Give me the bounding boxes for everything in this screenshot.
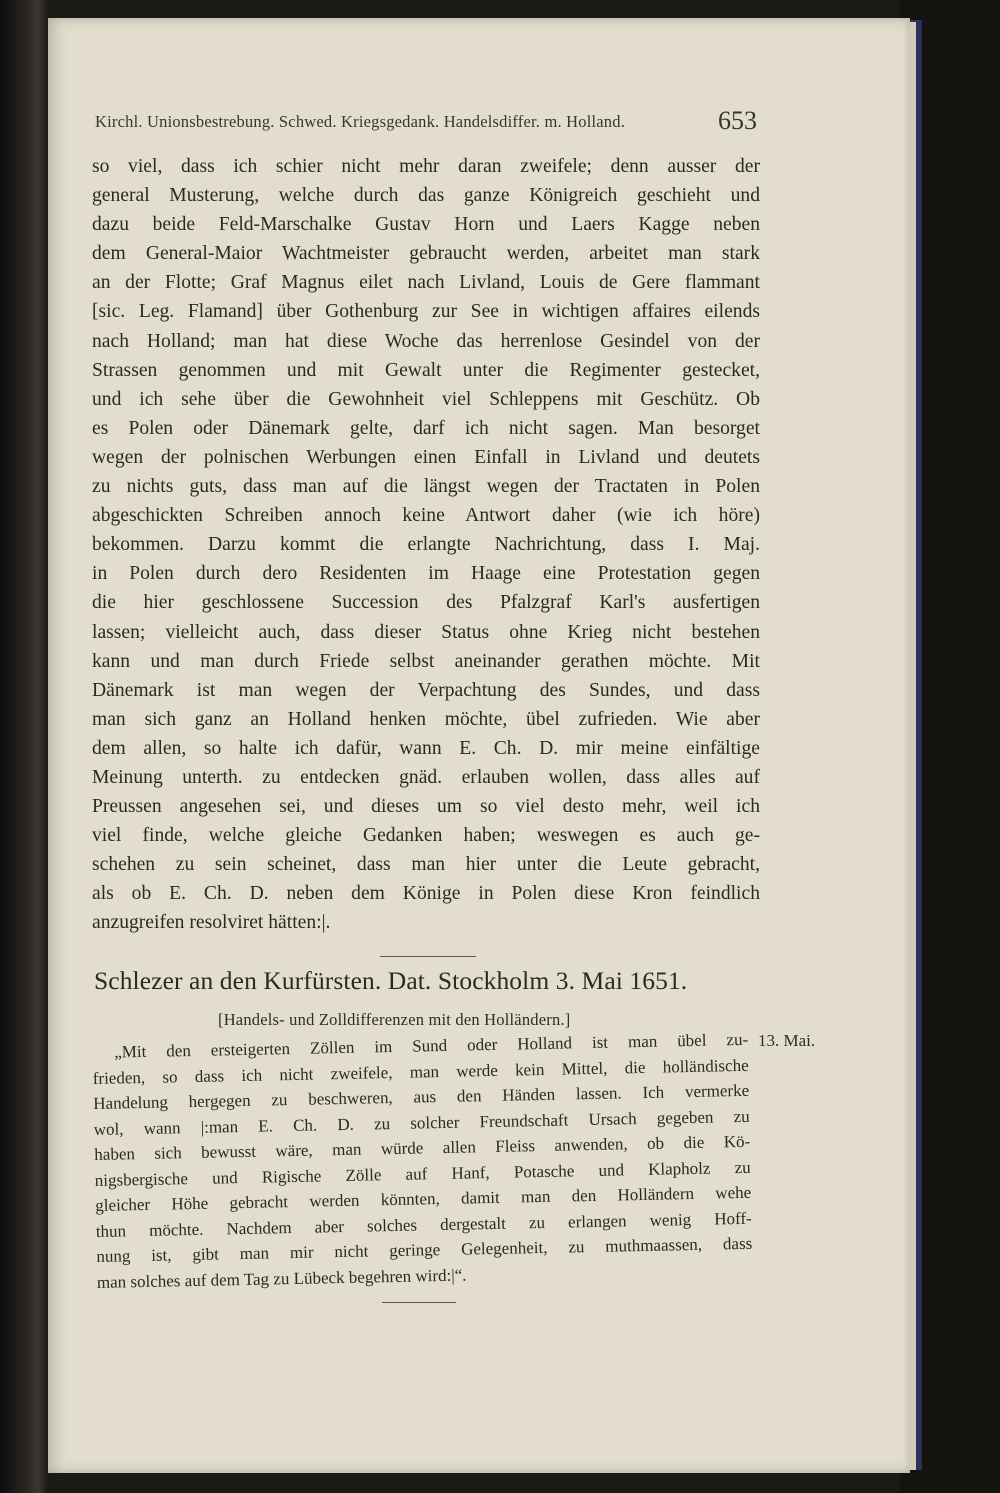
page-stack-edge xyxy=(910,22,916,1470)
text-line: dem allen, so halte ich dafür, wann E. Ch. D. mir meine einfältige xyxy=(92,737,760,759)
page-number: 653 xyxy=(718,106,757,135)
text-line: wegen der polnischen Werbungen einen Einfall in Livland und deutets xyxy=(92,446,760,468)
letter-line: Handelung hergegen zu beschweren, aus den Händen lassen. Ich vermerke xyxy=(93,1080,750,1113)
text-line: dazu beide Feld-Marschalke Gustav Horn und Laers Kagge neben xyxy=(92,214,760,236)
text-line: Preussen angesehen sei, und dieses um so viel desto mehr, weil ich xyxy=(92,796,760,818)
text-line: an der Flotte; Graf Magnus eilet nach Livland, Louis de Gere flammant xyxy=(92,272,760,294)
text-line: die hier geschlossene Succession des Pfalzgraf Karl's ausfertigen xyxy=(92,592,760,614)
text-line: und ich sehe über die Gewohnheit viel Schleppens mit Geschütz. Ob xyxy=(92,388,760,410)
section-summary: [Handels- und Zolldifferenzen mit den Holländern.] xyxy=(218,1010,571,1029)
letter-line: thun möchte. Nachdem aber solches dergestalt zu erlangen wenig Hoff- xyxy=(95,1208,752,1241)
text-line: es Polen oder Dänemark gelte, darf ich nicht sagen. Man besorget xyxy=(92,417,760,439)
body-text xyxy=(92,152,760,938)
section-divider xyxy=(380,956,476,957)
text-line: lassen; vielleicht auch, dass dieser Status ohne Krieg nicht bestehen xyxy=(92,621,760,643)
margin-date-note: 13. Mai. xyxy=(758,1031,816,1050)
letter-line: nung ist, gibt man mir nicht geringe Gelegenheit, zu muthmaassen, dass xyxy=(96,1233,753,1266)
end-divider xyxy=(382,1302,456,1303)
text-line: abgeschickten Schreiben annoch keine Antwort daher (wie ich höre) xyxy=(92,505,760,527)
running-head: Kirchl. Unionsbestrebung. Schwed. Kriegsgedank. Handelsdiffer. m. Holland. xyxy=(95,112,626,131)
text-line: dem General-Maior Wachtmeister gebraucht werden, arbeitet man stark xyxy=(92,243,760,265)
text-line: als ob E. Ch. D. neben dem Könige in Polen diese Kron feindlich xyxy=(92,883,760,905)
text-line: viel finde, welche gleiche Gedanken haben; weswegen es auch ge- xyxy=(92,825,760,847)
letter-line: haben sich bewusst wäre, man würde allen Fleiss anwenden, ob die Kö- xyxy=(94,1131,751,1164)
text-line: Dänemark ist man wegen der Verpachtung des Sundes, und dass xyxy=(92,679,760,701)
text-line: Meinung unterth. zu entdecken gnäd. erlauben wollen, dass alles auf xyxy=(92,766,760,788)
text-line: man sich ganz an Holland henken möchte, übel zufrieden. Wie aber xyxy=(92,708,760,730)
book-binding-left xyxy=(0,0,48,1493)
letter-line: nigsbergische und Rigische Zölle auf Hanf, Potasche und Klapholz zu xyxy=(94,1157,751,1190)
letter-line: man solches auf dem Tag zu Lübeck begehren wird:|“. xyxy=(96,1265,467,1292)
letter-line: „Mit den ersteigerten Zöllen im Sund oder Holland ist man übel zu- xyxy=(114,1029,749,1062)
letter-line: wol, wann |:man E. Ch. D. zu solcher Freundschaft Ursach gegeben zu xyxy=(93,1106,750,1139)
text-line: so viel, dass ich schier nicht mehr daran zweifele; denn ausser der xyxy=(92,156,760,177)
text-line: kann und man durch Friede selbst aneinander gerathen möchte. Mit xyxy=(92,650,760,672)
text-line: zu nichts guts, dass man auf die längst wegen der Tractaten in Polen xyxy=(92,476,760,498)
section-heading: Schlezer an den Kurfürsten. Dat. Stockholm 3. Mai 1651. xyxy=(94,966,688,995)
text-line: nach Holland; man hat diese Woche das herrenlose Gesindel von der xyxy=(92,330,760,352)
letter-line: gleicher Höhe gebracht werden könnten, damit man den Holländern wehe xyxy=(95,1182,752,1215)
text-line: schehen zu sein scheinet, dass man hier unter die Leute gebracht, xyxy=(92,854,760,876)
text-line: bekommen. Darzu kommt die erlangte Nachrichtung, dass I. Maj. xyxy=(92,534,760,556)
text-line: general Musterung, welche durch das ganze Königreich geschieht und xyxy=(92,185,760,207)
text-line: Strassen genommen und mit Gewalt unter die Regimenter gestecket, xyxy=(92,359,760,381)
text-line: [sic. Leg. Flamand] über Gothenburg zur See in wichtigen affaires eilends xyxy=(92,301,760,323)
text-line: anzugreifen resolviret hätten:|. xyxy=(92,912,331,934)
letter-text xyxy=(92,1027,753,1295)
letter-line: frieden, so dass ich nicht zweifele, man werde kein Mittel, die holländische xyxy=(92,1055,749,1088)
text-line: in Polen durch dero Residenten im Haage eine Protestation gegen xyxy=(92,563,760,585)
